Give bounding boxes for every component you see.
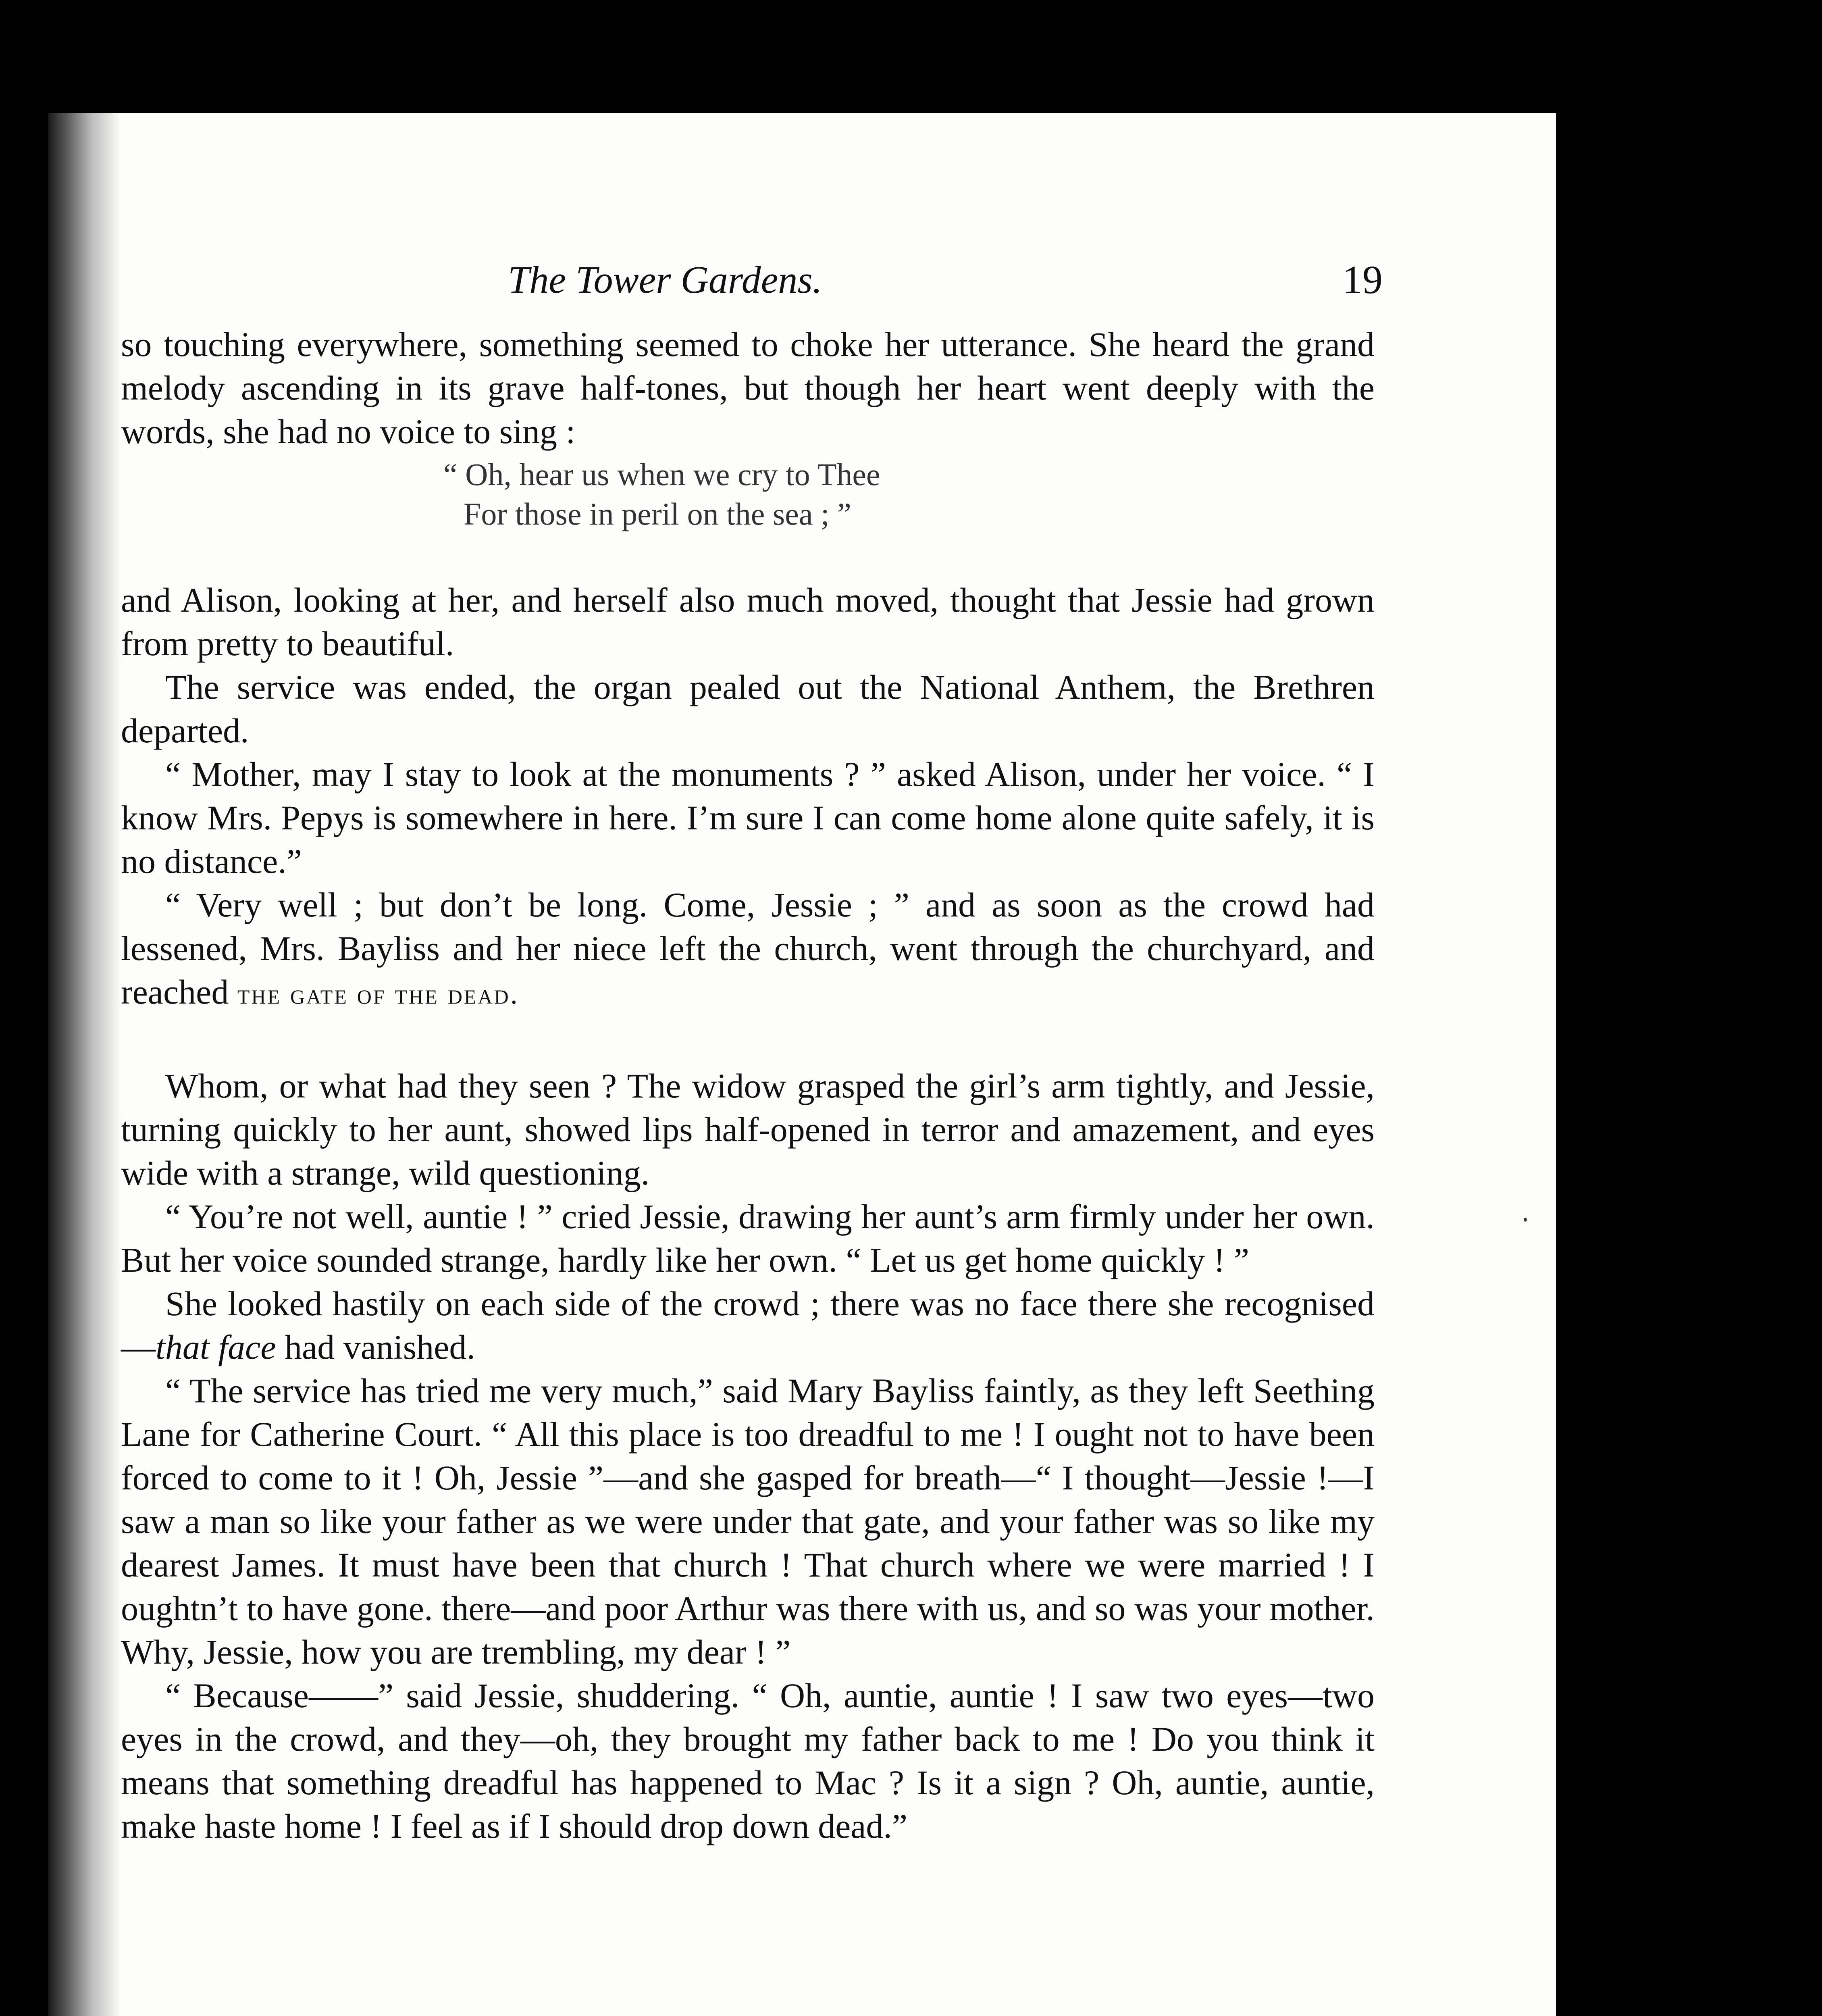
book-page	[48, 113, 1556, 2016]
paragraph: “ Because——” said Jessie, shuddering. “ Oh, auntie, auntie ! I saw two eyes—two eyes in the crowd, and they—oh, they brought my father back to me ! Do you think it means that something dreadful has happened to Mac ? Is it a sign ? Oh, auntie, auntie, make haste home ! I feel as if I should drop down dead.”	[121, 1676, 1375, 1845]
paragraph: The service was ended, the organ pealed out the National Anthem, the Brethren departed.	[121, 668, 1375, 750]
italic-text: that face	[156, 1328, 276, 1366]
paragraph: “ The service has tried me very much,” said Mary Bayliss faintly, as they left Seething Lane for Catherine Court. “ All this place is too dreadful to me ! I ought not to have been forced to come to it ! Oh, Jessie ”—and she gasped for breath—“ I thought—Jessie !—I saw a man so like your father as we were under that gate, and your father was so like my dearest James. It must have been that church ! That church where we were married ! I oughtn’t to have gone. there—and poor Arthur was there with us, and so was your mother. Why, Jessie, how you are trembling, my dear ! ”	[121, 1371, 1375, 1671]
verse-line: For those in peril on the sea ; ”	[464, 496, 851, 531]
hymn-verse	[121, 455, 1375, 534]
paragraph-text: “ Very well ; but don’t be long. Come, Jessie ; ” and as soon as the crowd had lessened, Mrs. Bayliss and her niece left the church, went through the churchyard, and reached	[121, 885, 1375, 1011]
section-break	[121, 1016, 1375, 1064]
paragraph: and Alison, looking at her, and herself also much moved, thought that Jessie had grown from pretty to beautiful.	[121, 581, 1375, 663]
paragraph: so touching everywhere, something seemed to choke her utterance. She heard the grand melody ascending in its grave half-tones, but though her heart went deeply with the words, she had no voice to sing :	[121, 325, 1375, 451]
paragraph: Whom, or what had they seen ? The widow grasped the girl’s arm tightly, and Jessie, turning quickly to her aunt, showed lips half-opened in terror and amazement, and eyes wide with a strange, wild questioning.	[121, 1066, 1375, 1192]
paragraph: “ Mother, may I stay to look at the monuments ? ” asked Alison, under her voice. “ I know Mrs. Pepys is somewhere in here. I’m sure I can come home alone quite safely, it is no distance.”	[121, 755, 1375, 881]
paragraph: “ You’re not well, auntie ! ” cried Jessie, drawing her aunt’s arm firmly under her own. But her voice sounded strange, hardly like her own. “ Let us get home quickly ! ”	[121, 1197, 1375, 1279]
paragraph	[121, 1282, 1375, 1369]
verse-line: “ Oh, hear us when we cry to Thee	[443, 457, 880, 492]
running-title: The Tower Gardens.	[508, 258, 822, 301]
paragraph-text: had vanished.	[276, 1328, 475, 1366]
paragraph-text: She looked hastily on each side of the crowd ; there was no face there she recognised—	[121, 1284, 1375, 1366]
small-caps-text: the gate of the dead.	[237, 978, 519, 1010]
page-content	[121, 257, 1383, 1848]
paragraph	[121, 883, 1375, 1016]
page-number: 19	[1342, 257, 1383, 302]
running-head	[121, 257, 1383, 323]
binding-shadow	[48, 113, 121, 2016]
dust-speck	[1524, 1218, 1527, 1222]
